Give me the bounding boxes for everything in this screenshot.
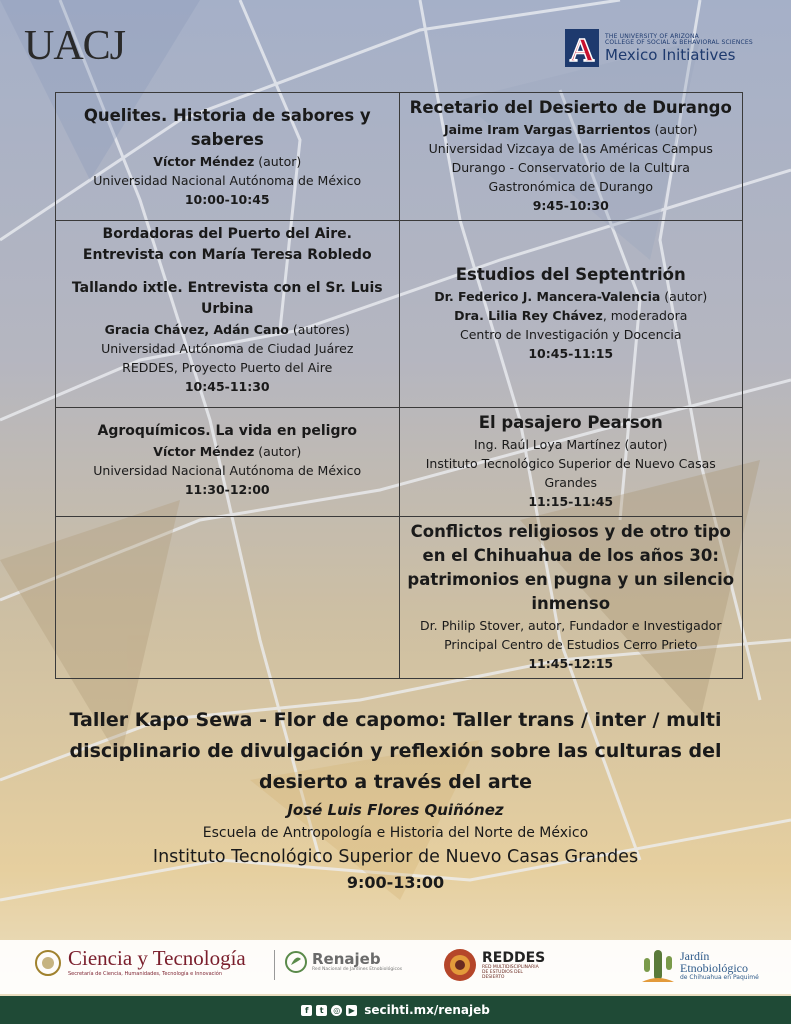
session-cell-empty (56, 517, 400, 679)
uacj-logo: UACJ (24, 23, 126, 69)
session-cell (399, 221, 743, 408)
session-role: (autor) (650, 122, 698, 137)
session-title: Estudios del Septentrión (455, 265, 686, 284)
session-institution: REDDES, Proyecto Puerto del Aire (122, 360, 333, 375)
session-time: 10:45-11:30 (184, 379, 270, 394)
table-row (56, 517, 743, 679)
session-institution: Universidad Nacional Autónoma de México (93, 463, 362, 478)
workshop-institution: Escuela de Antropología e Historia del Norte de México (202, 825, 589, 841)
jardin-name-1: Jardín (680, 948, 710, 963)
table-row (56, 408, 743, 517)
ua-mark: A (569, 32, 595, 67)
session-cell (399, 408, 743, 517)
session-institution: Instituto Tecnológico Superior de Nuevo Casas Grandes (425, 456, 716, 490)
session-cell (399, 93, 743, 221)
table-row (56, 93, 743, 221)
session-institution: Universidad Vizcaya de las Américas Campus Durango - Conservatorio de la Cultura Gastronómica de Durango (428, 141, 713, 194)
divider (274, 950, 275, 980)
session-role: (autores) (288, 322, 350, 337)
sponsor-logos-strip (0, 940, 791, 994)
session-cell (56, 93, 400, 221)
reddes-subtitle: RED MULTIDISCIPLINARIA DE ESTUDIOS DEL DESIERTO (482, 964, 539, 980)
workshop-author: José Luis Flores Quiñónez (287, 801, 504, 819)
session-cell (399, 517, 743, 679)
reddes-emblem-icon (442, 946, 478, 984)
session-institution: Universidad Autónoma de Ciudad Juárez (101, 341, 354, 356)
session-author: Víctor Méndez (153, 444, 255, 459)
session-cell (56, 221, 400, 408)
session-time: 10:45-11:15 (528, 346, 614, 361)
session-title: Conflictos religiosos y de otro tipo en el Chihuahua de los años 30: patrimonios en pugna y un silencio inmenso (407, 522, 735, 613)
renajeb-logo (284, 950, 402, 974)
cyt-name: Ciencia y Tecnología (68, 946, 246, 970)
ua-line-1: THE UNIVERSITY OF ARIZONA (605, 32, 699, 40)
session-title: Bordadoras del Puerto del Aire. Entrevista con María Teresa Robledo (82, 226, 372, 263)
session-title: Recetario del Desierto de Durango (409, 98, 732, 117)
ua-line-2: COLLEGE OF SOCIAL & BEHAVIORAL SCIENCES (605, 38, 753, 46)
session-author: Dr. Philip Stover, autor, Fundador e Investigador Principal Centro de Estudios Cerro Prieto (420, 618, 722, 652)
session-role: , moderadora (602, 308, 688, 323)
session-time: 11:30-12:00 (184, 482, 270, 497)
session-author: Gracia Chávez, Adán Cano (104, 322, 289, 337)
ua-a-icon (565, 29, 599, 67)
facebook-icon[interactable]: f (301, 1005, 312, 1016)
social-bar (0, 996, 791, 1024)
table-row (56, 221, 743, 408)
session-title: Quelites. Historia de sabores y saberes (83, 106, 371, 149)
ua-mexico-initiatives: Mexico Initiatives (605, 45, 736, 64)
session-time: 9:45-10:30 (532, 198, 609, 213)
session-institution: Centro de Investigación y Docencia (459, 327, 682, 342)
workshop-section (60, 705, 731, 896)
workshop-institution: Instituto Tecnológico Superior de Nuevo Casas Grandes (152, 847, 639, 867)
session-cell (56, 408, 400, 517)
reddes-logo (442, 946, 546, 984)
renajeb-name: Renajeb (312, 950, 381, 968)
jardin-subtitle: de Chihuahua en Paquimé (680, 973, 759, 981)
university-of-arizona-logo (565, 26, 779, 70)
session-role: (autor) (254, 444, 302, 459)
youtube-icon[interactable]: ▶ (346, 1005, 357, 1016)
ciencia-tecnologia-logo (34, 948, 246, 977)
renajeb-subtitle: Red Nacional de Jardines Etnobiológicos (312, 967, 403, 972)
session-role: (autor) (660, 289, 708, 304)
session-title: El pasajero Pearson (478, 413, 663, 432)
session-time: 11:45-12:15 (528, 656, 614, 671)
workshop-time: 9:00-13:00 (346, 873, 445, 892)
mexico-seal-icon (34, 949, 62, 977)
jardin-name-2: Etnobiológico (680, 960, 748, 975)
social-handle-link[interactable]: secihti.mx/renajeb (364, 1003, 490, 1017)
cactus-icon (640, 944, 676, 986)
schedule-table (55, 92, 743, 679)
leaf-icon (284, 950, 308, 974)
session-time: 10:00-10:45 (184, 192, 270, 207)
session-author: Ing. Raúl Loya Martínez (autor) (474, 437, 668, 452)
session-time: 11:15-11:45 (528, 494, 614, 509)
session-title: Agroquímicos. La vida en peligro (97, 423, 357, 439)
cyt-subtitle: Secretaría de Ciencia, Humanidades, Tecnología e Innovación (68, 971, 223, 977)
session-title: Tallando ixtle. Entrevista con el Sr. Luis Urbina (71, 280, 383, 317)
session-author: Jaime Iram Vargas Barrientos (443, 122, 651, 137)
session-author: Dr. Federico J. Mancera-Valencia (434, 289, 661, 304)
workshop-title: Taller Kapo Sewa - Flor de capomo: Taller trans / inter / multi disciplinario de divulgación y reflexión sobre las culturas del desierto a través del arte (69, 709, 722, 793)
jardin-etnobiologico-logo (640, 944, 759, 986)
instagram-icon[interactable]: ◎ (331, 1005, 342, 1016)
twitter-icon[interactable]: t (316, 1005, 327, 1016)
reddes-name: REDDES (482, 949, 546, 966)
session-institution: Universidad Nacional Autónoma de México (93, 173, 362, 188)
session-role: (autor) (254, 154, 302, 169)
session-moderator: Dra. Lilia Rey Chávez (454, 308, 603, 323)
session-author: Víctor Méndez (153, 154, 255, 169)
